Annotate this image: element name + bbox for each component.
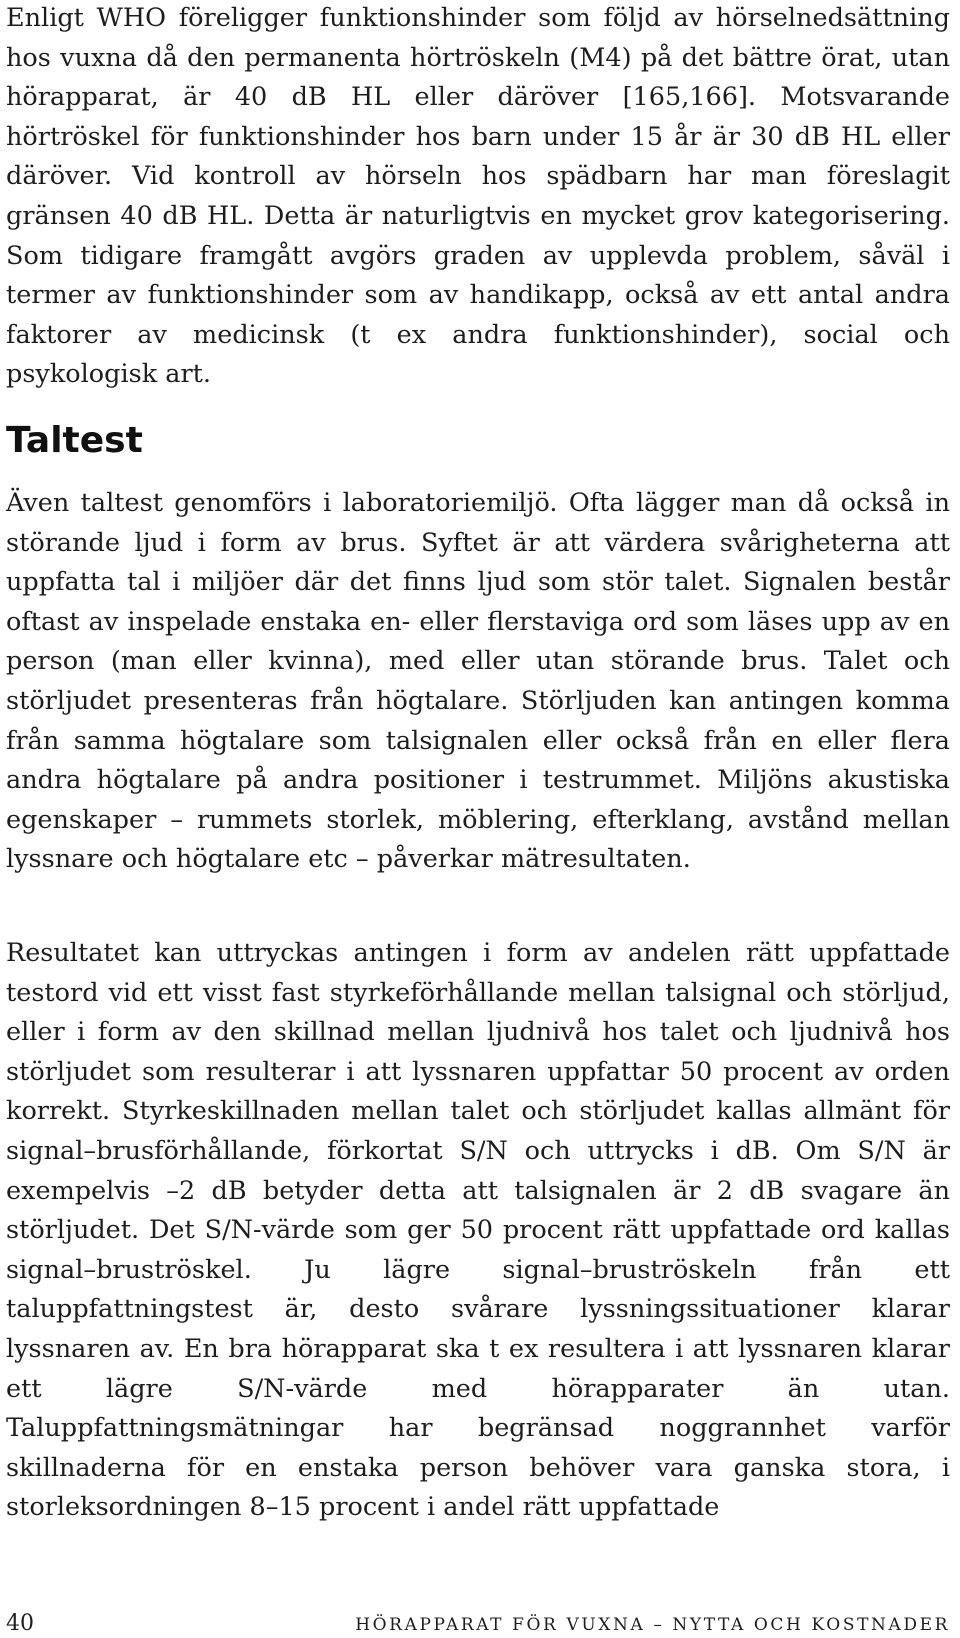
section-heading-taltest: Taltest xyxy=(6,420,143,461)
page-footer xyxy=(6,1610,950,1638)
body-paragraph-results: Resultatet kan uttryckas antingen i form av andelen rätt uppfattade testord vid ett visst fast styrkeförhållande mellan talsignal och störljud, eller i form av den skillnad mellan ljudnivå hos talet och ljudnivå hos störljudet som resulterar i att lyssnaren uppfattar 50 procent av orden korrekt. Styrkeskillnaden mellan talet och störljudet kallas allmänt för signal–brusförhållande, förkortat S/N och uttrycks i dB. Om S/N är exempelvis –2 dB betyder detta att talsignalen är 2 dB svagare än störljudet. Det S/N-värde som ger 50 procent rätt uppfattade ord kallas signal–bruströskel. Ju lägre signal–bruströskeln från ett taluppfattningstest är, desto svårare lyssningssituationer klarar lyssnaren av. En bra hörapparat ska t ex resultera i att lyssnaren klarar ett lägre S/N-värde med hörapparater än utan. Taluppfattningsmätningar har begränsad noggrannhet varför skillnaderna för en enstaka person behöver vara ganska stora, i storleksordningen 8–15 procent i andel rätt uppfattade xyxy=(6,938,950,1523)
body-paragraph-taltest-method: Även taltest genomförs i laboratoriemiljö. Ofta lägger man då också in störande ljud i form av brus. Syftet är att värdera svårigheterna att uppfatta tal i miljöer där det finns ljud som stör talet. Signalen består oftast av inspelade enstaka en- eller flerstaviga ord som läses upp av en person (man eller kvinna), med eller utan störande brus. Talet och störljudet presenteras från högtalare. Störljuden kan antingen komma från samma högtalare som talsignalen eller också från en eller flera andra högtalare på andra positioner i testrummet. Miljöns akustiska egenskaper – rummets storlek, möblering, efterklang, avstånd mellan lyssnare och högtalare etc – påverkar mätresultaten. xyxy=(6,488,950,875)
body-paragraph-who-definition: Enligt WHO föreligger funktionshinder som följd av hörselnedsättning hos vuxna då den permanenta hörtröskeln (M4) på det bättre örat, utan hörapparat, är 40 dB HL eller däröver [165,166]. Motsvarande hörtröskel för funktionshinder hos barn under 15 år är 30 dB HL eller däröver. Vid kontroll av hörseln hos spädbarn har man föreslagit gränsen 40 dB HL. Detta är naturligtvis en mycket grov kategorisering. Som tidigare framgått avgörs graden av upplevda problem, såväl i termer av funktionshinder som av handikapp, också av ett antal andra faktorer av medicinsk (t ex andra funktionshinder), social och psykologisk art. xyxy=(6,3,950,390)
page-number: 40 xyxy=(6,1611,34,1636)
document-page xyxy=(6,0,950,1638)
running-title: HÖRAPPARAT FÖR VUXNA – NYTTA OCH KOSTNADER xyxy=(355,1615,950,1635)
